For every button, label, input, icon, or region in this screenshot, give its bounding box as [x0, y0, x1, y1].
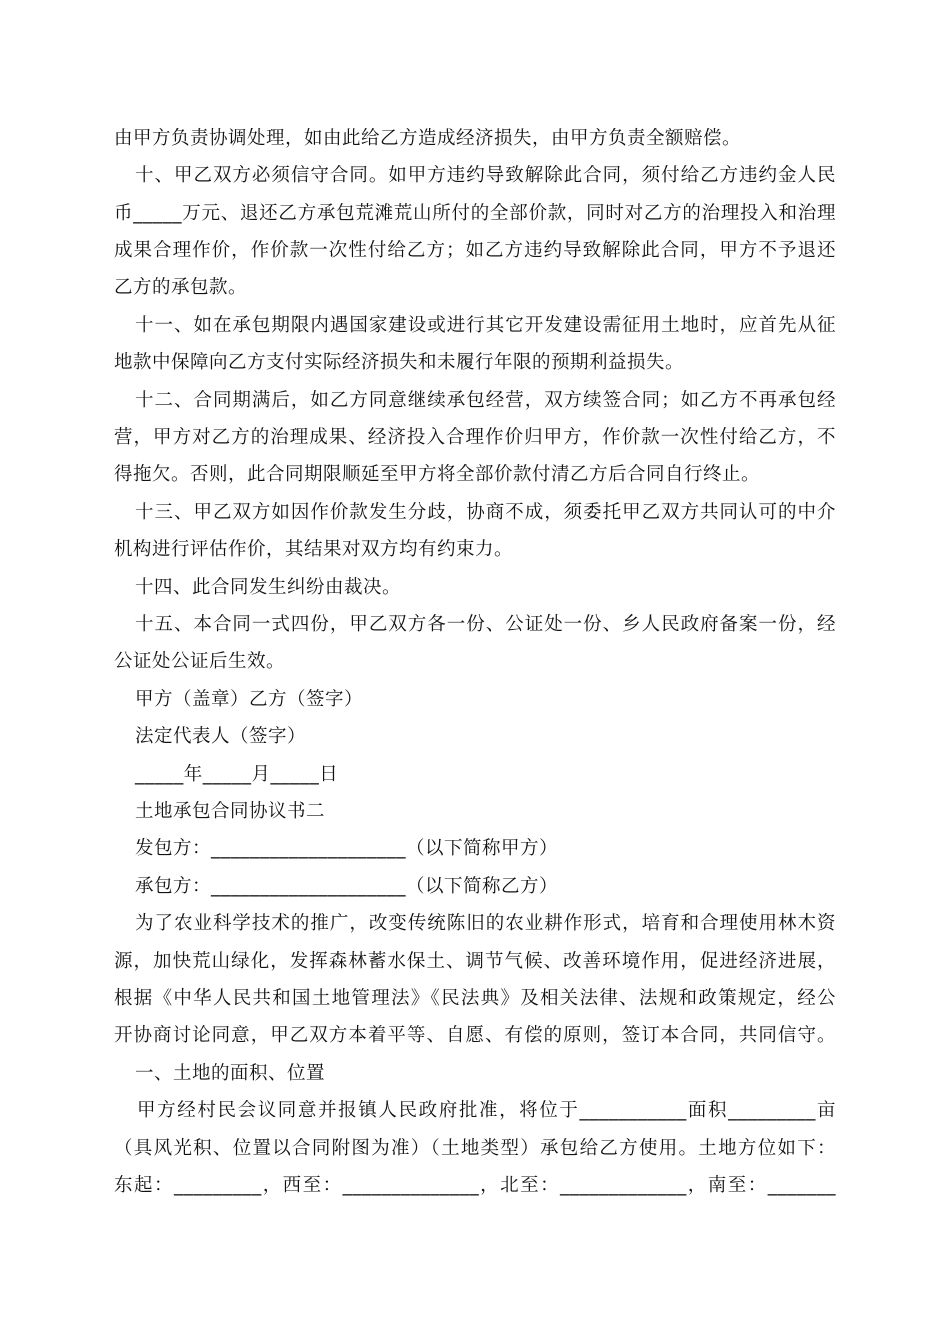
clause-10-line-1: 十、甲乙双方必须信守合同。如甲方违约导致解除此合同，须付给乙方违约金人民 — [135, 165, 836, 186]
article-1-line-1: 甲方经村民会议同意并报镇人民政府批准，将位于___________面积_________亩 — [137, 1100, 836, 1121]
contractee-party-line: 承包方：____________________（以下简称乙方） — [135, 876, 559, 897]
legal-representative-line: 法定代表人（签字） — [135, 726, 307, 747]
clause-12-line-2: 营，甲方对乙方的治理成果、经济投入合理作价归甲方，作价款一次性付给乙方，不 — [114, 427, 836, 448]
clause-10-line-2: 币_____万元、退还乙方承包荒滩荒山所付的全部价款，同时对乙方的治理投入和治理 — [114, 203, 836, 224]
clause-11-line-2: 地款中保障向乙方支付实际经济损失和未履行年限的预期利益损失。 — [114, 352, 685, 373]
clause-15-line-2: 公证处公证后生效。 — [114, 651, 286, 672]
article-1-line-2: （具风光积、位置以合同附图为准）（土地类型）承包给乙方使用。土地方位如下： — [114, 1138, 836, 1159]
clause-10-line-3: 成果合理作价，作价款一次性付给乙方；如乙方违约导致解除此合同，甲方不予退还 — [114, 240, 836, 261]
clause-11-line-1: 十一、如在承包期限内遇国家建设或进行其它开发建设需征用土地时，应首先从征 — [135, 315, 836, 336]
text-line: 由甲方负责协调处理，如由此给乙方造成经济损失，由甲方负责全额赔偿。 — [114, 128, 742, 149]
preamble-line-1: 为了农业科学技术的推广，改变传统陈旧的农业耕作形式，培育和合理使用林木资 — [135, 913, 836, 934]
signature-party-line: 甲方（盖章）乙方（签字） — [135, 689, 364, 710]
section-title: 土地承包合同协议书二 — [135, 801, 326, 822]
clause-15-line-1: 十五、本合同一式四份，甲乙双方各一份、公证处一份、乡人民政府备案一份，经 — [135, 614, 836, 635]
clause-12-line-3: 得拖欠。否则，此合同期限顺延至甲方将全部价款付清乙方后合同自行终止。 — [114, 464, 761, 485]
clause-10-line-4: 乙方的承包款。 — [114, 277, 248, 298]
preamble-line-2: 源，加快荒山绿化，发挥森林蓄水保土、调节气候、改善环境作用，促进经济进展， — [114, 951, 836, 972]
article-1-line-3: 东起：_________，西至：______________，北至：_____________，南至：_______ — [114, 1175, 836, 1196]
clause-13-line-2: 机构进行评估作价，其结果对双方均有约束力。 — [114, 539, 514, 560]
clause-12-line-1: 十二、合同期满后，如乙方同意继续承包经营，双方续签合同；如乙方不再承包经 — [135, 390, 836, 411]
clause-13-line-1: 十三、甲乙双方如因作价款发生分歧，协商不成，须委托甲乙双方共同认可的中介 — [135, 502, 836, 523]
article-1-heading: 一、土地的面积、位置 — [135, 1063, 326, 1084]
date-line: _____年_____月_____日 — [135, 764, 339, 785]
clause-14-line: 十四、此合同发生纠纷由裁决。 — [135, 577, 402, 598]
contractor-party-line: 发包方：____________________（以下简称甲方） — [135, 838, 559, 859]
preamble-line-3: 根据《中华人民共和国土地管理法》《民法典》及相关法律、法规和政策规定，经公 — [114, 988, 836, 1009]
preamble-line-4: 开协商讨论同意，甲乙双方本着平等、自愿、有偿的原则，签订本合同，共同信守。 — [114, 1025, 836, 1046]
